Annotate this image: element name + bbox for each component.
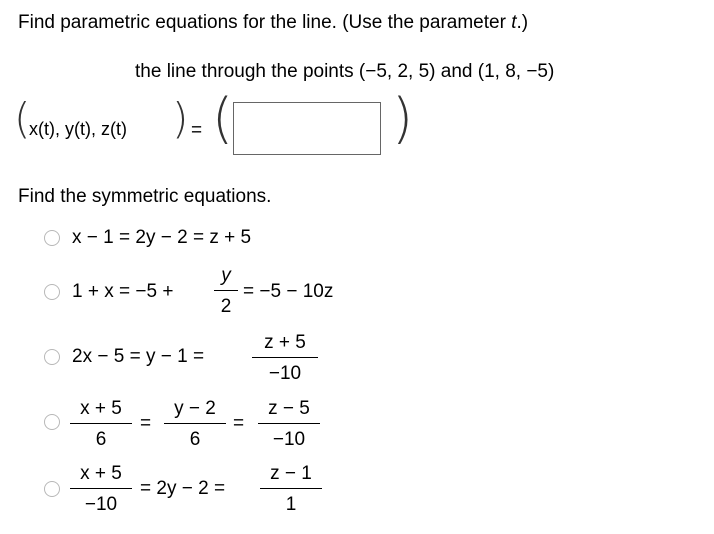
fraction-bar (70, 488, 132, 489)
fraction-bar (70, 423, 132, 424)
fraction-bar (214, 290, 238, 291)
option-4-fraction-y (164, 399, 226, 449)
option-5-mid: = 2y − 2 = (140, 478, 226, 499)
option-4-radio[interactable] (44, 414, 60, 430)
option-5-fraction-x (70, 464, 132, 514)
option-2-frac-den: 2 (220, 296, 232, 318)
option-4-eq2: = (233, 413, 245, 434)
option-5-fraction-z (260, 464, 322, 514)
option-5-frac1-num: x + 5 (80, 463, 122, 484)
fraction-bar (260, 488, 322, 489)
fraction-bar (258, 423, 320, 424)
option-2-lead: 1 + x = −5 + (72, 281, 174, 302)
option-3-radio[interactable] (44, 349, 60, 365)
fraction-bar (164, 423, 226, 424)
option-4-fraction-x (70, 399, 132, 449)
left-paren-open: ( (14, 94, 31, 143)
symmetric-heading: Find the symmetric equations. (18, 186, 272, 207)
option-4-frac3-den: −10 (272, 429, 306, 451)
question-text-a: Find parametric equations for the line. (Use the parameter (18, 12, 512, 33)
answer-paren-open: ( (212, 87, 234, 150)
question-text (18, 13, 528, 32)
left-paren-close: ) (172, 94, 189, 143)
option-4-frac1-num: x + 5 (80, 398, 122, 419)
parametric-answer-input[interactable] (233, 102, 381, 155)
line-description: the line through the points (−5, 2, 5) and (1, 8, −5) (135, 61, 555, 82)
parameter-name: t (511, 12, 517, 33)
option-3-frac-den: −10 (268, 363, 302, 385)
option-4-eq1: = (140, 413, 152, 434)
option-3-frac-num: z + 5 (264, 332, 306, 353)
option-5-radio[interactable] (44, 481, 60, 497)
option-1-text: x − 1 = 2y − 2 = z + 5 (72, 227, 252, 248)
option-5-frac2-den: 1 (285, 494, 297, 516)
option-3-lead: 2x − 5 = y − 1 = (72, 346, 205, 367)
option-5-frac1-den: −10 (84, 494, 118, 516)
fraction-bar (252, 357, 318, 358)
option-4-frac2-den: 6 (189, 429, 201, 451)
option-4-fraction-z (258, 399, 320, 449)
option-4-frac1-den: 6 (95, 429, 107, 451)
option-2-frac-num: y (221, 265, 231, 286)
param-equals: = (191, 120, 203, 141)
option-5-frac2-num: z − 1 (270, 463, 312, 484)
option-2-fraction (214, 266, 238, 316)
answer-paren-close: ) (392, 87, 414, 150)
question-text-b: .) (516, 12, 529, 33)
option-3-fraction (252, 333, 318, 383)
option-4-frac3-num: z − 5 (268, 398, 310, 419)
option-1-radio[interactable] (44, 230, 60, 246)
option-2-radio[interactable] (44, 284, 60, 300)
param-lhs: x(t), y(t), z(t) (29, 119, 127, 139)
option-4-frac2-num: y − 2 (174, 398, 216, 419)
option-2-tail: = −5 − 10z (243, 281, 334, 302)
